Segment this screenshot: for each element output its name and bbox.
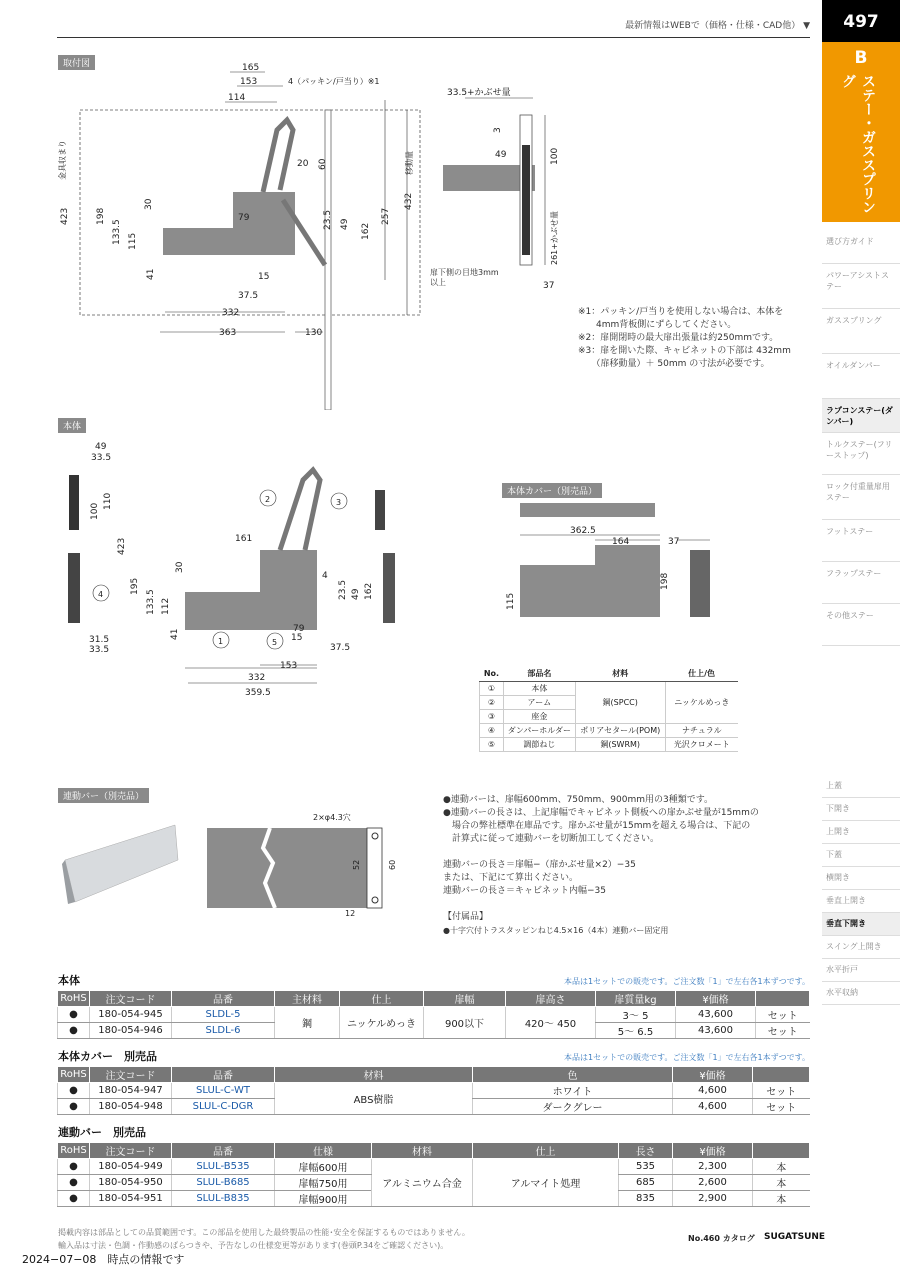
body-dim-162: 162 <box>364 582 374 600</box>
t2-row[interactable]: ● 180-054-948 SLUL-C-DGR ダークグレー 4,600 セット <box>58 1099 810 1115</box>
bar-notes <box>443 794 813 937</box>
bar-holes: 2×φ4.3穴 <box>313 813 351 822</box>
t2-table <box>57 1066 810 1115</box>
dim-432: 432 <box>404 192 414 210</box>
move-label: 移動量 <box>405 151 414 175</box>
bar-note-line: ●連動バーの長さは、上記扉幅でキャビネット側板への扉かぶせ量が15mmの <box>443 808 759 818</box>
body-dim-161: 161 <box>235 534 253 544</box>
mount-arm-upper <box>263 120 293 192</box>
bar-dim-12: 12 <box>345 909 356 918</box>
dim-4: 4（パッキン/戸当り）※1 <box>288 77 380 86</box>
body-dim-49: 49 <box>95 442 107 452</box>
catalog-number: No.460 カタログ <box>688 1234 755 1243</box>
body-side-view-top <box>375 490 385 530</box>
side-nav-direction-item[interactable]: 上蓋 <box>822 775 900 798</box>
side-nav-direction-item[interactable]: 垂直上開き <box>822 890 900 913</box>
category-title: ステー・ガススプリング <box>840 74 876 214</box>
cover-end-shape <box>690 550 710 617</box>
body-dim-110: 110 <box>103 492 113 510</box>
note-line: 4mm背板側にずらしてください。 <box>578 320 737 330</box>
t3-header: 仕様 <box>275 1143 372 1159</box>
t3-header: 仕上 <box>473 1143 619 1159</box>
body-side-view-bottom <box>383 553 395 623</box>
t1-header: 扉高さ <box>506 991 596 1007</box>
t3-header: 材料 <box>372 1143 473 1159</box>
parts-header: 仕上/色 <box>665 667 738 681</box>
parts-row: ④ ダンパーホルダー ポリアセタール(POM) ナチュラル <box>480 723 739 737</box>
side-nav-direction-item[interactable]: 横開き <box>822 867 900 890</box>
bar-label: 連動バー（別売品） <box>58 788 149 803</box>
body-label: 本体 <box>58 418 86 433</box>
mount-side-drawing <box>425 85 565 295</box>
bar-note-spacer <box>443 846 813 859</box>
product-link[interactable]: SLUL-B835 <box>172 1191 275 1207</box>
t3-header: RoHS <box>58 1143 90 1159</box>
dim-165: 165 <box>242 63 260 73</box>
product-link[interactable]: SLUL-C-WT <box>172 1083 275 1099</box>
body-dim-41: 41 <box>170 628 180 640</box>
t1-header: 仕上 <box>340 991 424 1007</box>
cover-side-shape <box>520 545 660 617</box>
t2-header <box>753 1067 810 1083</box>
dim-49-side: 49 <box>495 150 507 160</box>
cover-label: 本体カバー（別売品） <box>502 483 602 498</box>
cover-dim-37: 37 <box>668 537 680 547</box>
t2-header: RoHS <box>58 1067 90 1083</box>
body-dim-423: 423 <box>117 537 127 555</box>
product-link[interactable]: SLUL-B685 <box>172 1175 275 1191</box>
dim-130: 130 <box>305 328 323 338</box>
dim-114: 114 <box>228 93 246 103</box>
note-line: ※1：パッキン/戸当りを使用しない場合は、本体を <box>578 307 784 317</box>
side-nav-direction-item[interactable]: 水平折戸 <box>822 959 900 982</box>
t2-header: 材料 <box>275 1067 473 1083</box>
header-note: 最新情報はWEBで（価格・仕様・CAD他） ▼ <box>625 21 810 31</box>
dim-363: 363 <box>219 328 237 338</box>
t3-row[interactable]: ● 180-054-951 SLUL-B835 扉幅900用 835 2,900 本 <box>58 1191 810 1207</box>
side-nav-item[interactable]: ラプコンステー(ダンパー) <box>822 399 900 433</box>
body-dim-49b: 49 <box>351 588 361 600</box>
t2-row[interactable]: ● 180-054-947 SLUL-C-WT ABS樹脂 ホワイト 4,600 セット <box>58 1083 810 1099</box>
note-line: ※2：扉開閉時の最大扉出張量は約250mmです。 <box>578 333 779 343</box>
t1-row[interactable]: ● 180-054-945 SLDL-5 鋼 ニッケルめっき 900以下 420～ 450 3～ 5 43,600 セット <box>58 1007 810 1023</box>
dim-79: 79 <box>238 213 250 223</box>
t2-note: 本品は1セットでの販売です。ご注文数「1」で左右各1本ずつです。 <box>564 1053 810 1062</box>
cover-drawing <box>495 495 725 625</box>
bar-note-line: または、下記にて算出ください。 <box>443 873 579 883</box>
bar-note-line: ●連動バーは、扉幅600mm、750mm、900mm用の3種類です。 <box>443 795 713 805</box>
t3-row[interactable]: ● 180-054-949 SLUL-B535 扉幅600用 アルミニウム合金 アルマイト処理 535 2,300 本 <box>58 1159 810 1175</box>
body-dim-15: 15 <box>291 633 303 643</box>
dim-49: 49 <box>340 218 350 230</box>
parts-row: ⑤ 調節ねじ 鋼(SWRM) 光沢クロメート <box>480 737 739 751</box>
body-dim-31-5: 31.5 <box>89 635 110 645</box>
product-link[interactable]: SLDL-6 <box>172 1023 275 1039</box>
damper-holder-shape <box>68 553 80 623</box>
dim-41: 41 <box>146 268 156 280</box>
t1-note: 本品は1セットでの販売です。ご注文数「1」で左右各1本ずつです。 <box>564 977 810 986</box>
side-nav-direction-item[interactable]: 下開き <box>822 798 900 821</box>
page-number: 497 <box>822 0 900 42</box>
dim-423: 423 <box>60 207 70 225</box>
cover-dim-362-5: 362.5 <box>570 526 596 536</box>
t2-header: 色 <box>473 1067 673 1083</box>
product-link[interactable]: SLUL-C-DGR <box>172 1099 275 1115</box>
t3-title: 連動バー 別売品 <box>58 1126 146 1139</box>
body-dim-23-5: 23.5 <box>338 579 348 600</box>
bar-note-line: 計算式に従って連動バーを切断加工してください。 <box>443 834 660 844</box>
body-dim-112: 112 <box>161 597 171 615</box>
parts-table <box>479 667 738 752</box>
body-arm <box>280 470 320 550</box>
body-dim-37-5: 37.5 <box>330 643 351 653</box>
dim-332: 332 <box>222 308 240 318</box>
cover-dim-164: 164 <box>612 537 630 547</box>
note-line: ※3：扉を開いた際、キャビネットの下部は 432mm <box>578 346 791 356</box>
parts-row: ① 本体 鋼(SPCC) ニッケルめっき <box>480 681 739 695</box>
body-dim-33-5: 33.5 <box>91 453 112 463</box>
side-nav-item[interactable]: その他ステー <box>822 604 900 646</box>
date-stamp: 2024−07−08 時点の情報です <box>22 1253 185 1266</box>
side-nav-direction-item[interactable]: スイング上開き <box>822 936 900 959</box>
side-nav-item[interactable]: フットステー <box>822 520 900 562</box>
cover-dim-115: 115 <box>506 592 516 610</box>
dim-20: 20 <box>297 159 309 169</box>
t3-header <box>753 1143 810 1159</box>
note-line: （扉移動量）＋ 50mm の寸法が必要です。 <box>578 359 770 369</box>
t1-header: 扉質量kg <box>596 991 676 1007</box>
side-nav-item[interactable]: パワーアシストステー <box>822 264 900 309</box>
side-nav-direction-item[interactable]: 上開き <box>822 821 900 844</box>
dim-37-5: 37.5 <box>238 291 259 301</box>
door-edge <box>325 110 331 410</box>
bar-section-shape <box>207 828 367 908</box>
product-link[interactable]: SLUL-B535 <box>172 1159 275 1175</box>
bar-note-line: 連動バーの長さ＝扉幅−（扉かぶせ量×2）−35 <box>443 860 636 870</box>
side-bracket <box>69 475 79 530</box>
t1-row[interactable]: ● 180-054-946 SLDL-6 5～ 6.5 43,600 セット <box>58 1023 810 1039</box>
dim-30: 30 <box>144 198 154 210</box>
footer-line: 掲載内容は部品としての品質範囲です。この部品を使用した最終製品の性能･安全を保証するものではありません。 <box>58 1228 470 1237</box>
callout-2: 2 <box>265 495 271 504</box>
body-dim-153: 153 <box>280 661 298 671</box>
dim-23-5: 23.5 <box>323 209 333 230</box>
bar-note-line: 場合の弊社標準在庫品です。扉かぶせ量が15mmを超える場合は、下記の <box>443 821 751 831</box>
dim-261-kabuse: 261+かぶせ量 <box>550 211 559 265</box>
callout-5: 5 <box>272 638 278 647</box>
t1-header <box>756 991 810 1007</box>
body-dim-100: 100 <box>90 502 100 520</box>
body-dim-359-5: 359.5 <box>245 688 271 698</box>
body-dim-79: 79 <box>293 624 305 634</box>
bar-dim-60: 60 <box>388 859 397 870</box>
body-dim-4: 4 <box>322 571 328 581</box>
cover-dim-198: 198 <box>660 572 670 590</box>
t3-row[interactable]: ● 180-054-950 SLUL-B685 扉幅750用 685 2,600 本 <box>58 1175 810 1191</box>
body-dim-33-5b: 33.5 <box>89 645 110 655</box>
t1-header: 注文コード <box>90 991 172 1007</box>
dim-198: 198 <box>96 207 106 225</box>
t2-title: 本体カバー 別売品 <box>58 1050 157 1063</box>
header-rule <box>57 37 810 38</box>
side-nav-item[interactable]: オイルダンパー <box>822 354 900 399</box>
footer-line: 輸入品は寸法・色調・作動感のばらつきや、予告なしの仕様変更等があります(巻頭P.34をご確認ください)。 <box>58 1241 449 1250</box>
door-gap-note: 扉下側の目地3mm以上 <box>430 268 499 287</box>
t1-header: 扉幅 <box>424 991 506 1007</box>
dim-100: 100 <box>550 147 560 165</box>
t1-table <box>57 990 810 1039</box>
bar-photo <box>60 820 190 910</box>
t2-header: 注文コード <box>90 1067 172 1083</box>
t1-header: 主材料 <box>275 991 340 1007</box>
cover-top-shape <box>520 503 655 517</box>
body-shape <box>185 550 317 630</box>
t1-title: 本体 <box>58 974 80 987</box>
bar-accessory: ●十字穴付トラスタッピンねじ4.5×16（4本）連動バー固定用 <box>443 926 669 935</box>
side-nav-item[interactable]: トルクステー(フリーストップ) <box>822 433 900 475</box>
body-dim-133-5: 133.5 <box>146 589 156 615</box>
t3-header: 長さ <box>619 1143 673 1159</box>
side-nav-direction-item[interactable]: 垂直下開き <box>822 913 900 936</box>
product-link[interactable]: SLDL-5 <box>172 1007 275 1023</box>
side-nav-direction-item[interactable]: 下蓋 <box>822 844 900 867</box>
bar-note-spacer <box>443 898 813 911</box>
side-nav-item[interactable]: ロック付重量扉用ステー <box>822 475 900 520</box>
category-tab[interactable] <box>822 42 900 222</box>
t3-table <box>57 1142 810 1207</box>
dim-33-5-kabuse: 33.5+かぶせ量 <box>447 88 511 98</box>
bar-drawing <box>195 808 425 918</box>
side-nav-direction-item[interactable]: 水平収納 <box>822 982 900 1005</box>
parts-header: 部品名 <box>503 667 575 681</box>
dim-60: 60 <box>318 158 328 170</box>
kanagu-label: 金具収まり <box>58 140 67 180</box>
parts-row: ③ 座金 <box>480 709 739 723</box>
t3-header: ¥価格 <box>673 1143 753 1159</box>
mount-body-shape <box>163 192 295 255</box>
side-nav-item[interactable]: 選び方ガイド <box>822 230 900 264</box>
body-dim-332: 332 <box>248 673 266 683</box>
dim-115: 115 <box>128 232 138 250</box>
callout-3: 3 <box>336 498 342 507</box>
t1-header: ¥価格 <box>676 991 756 1007</box>
side-nav-item[interactable]: ガススプリング <box>822 309 900 354</box>
callout-4: 4 <box>98 590 104 599</box>
parts-row: ② アーム <box>480 695 739 709</box>
dim-15: 15 <box>258 272 270 282</box>
dim-153: 153 <box>240 77 258 87</box>
t3-header: 注文コード <box>90 1143 172 1159</box>
dim-162: 162 <box>361 222 371 240</box>
footer-disclaimer <box>58 1226 618 1252</box>
dim-3: 3 <box>493 127 503 133</box>
body-dim-195: 195 <box>130 577 140 595</box>
brand-logo: SUGATSUNE <box>764 1232 826 1242</box>
callout-1: 1 <box>218 637 224 646</box>
mount-notes <box>578 306 818 371</box>
t3-header: 品番 <box>172 1143 275 1159</box>
dim-133-5: 133.5 <box>112 219 122 245</box>
mount-label: 取付図 <box>58 55 95 70</box>
body-dim-30: 30 <box>175 561 185 573</box>
t2-header: ¥価格 <box>673 1067 753 1083</box>
bar-note-line: 連動バーの長さ＝キャビネット内幅−35 <box>443 886 606 896</box>
dim-257: 257 <box>381 207 391 225</box>
side-nav-item[interactable]: フラップステー <box>822 562 900 604</box>
parts-header: 材料 <box>575 667 665 681</box>
dim-37: 37 <box>543 281 555 291</box>
parts-header: No. <box>480 667 504 681</box>
t1-header: RoHS <box>58 991 90 1007</box>
body-drawing <box>55 435 415 700</box>
bar-note-line: 【付属品】 <box>443 912 489 922</box>
t2-header: 品番 <box>172 1067 275 1083</box>
t1-header: 品番 <box>172 991 275 1007</box>
bar-dim-52: 52 <box>352 859 361 870</box>
category-letter: B <box>854 48 868 68</box>
